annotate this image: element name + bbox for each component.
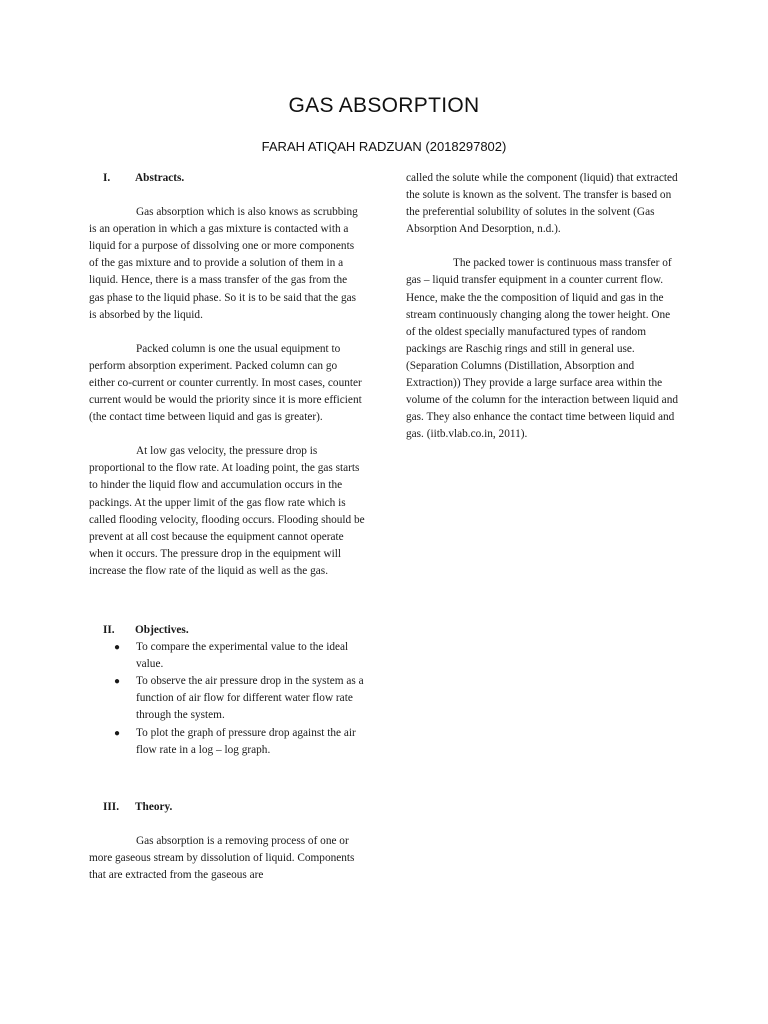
list-item: ● To plot the graph of pressure drop against the air flow rate in a log – log graph. — [114, 726, 356, 756]
bullet-icon: ● — [114, 676, 121, 688]
objectives-list — [89, 639, 365, 759]
left-column — [89, 170, 365, 884]
bullet-icon: ● — [114, 642, 121, 654]
section-heading-objectives — [89, 622, 365, 639]
abstract-paragraph-1: Gas absorption which is also knows as scrubbing is an operation in which a gas mixture is contacted with a liquid for a purpose of dissolving one or more components of the gas mixture and to provide a solution of them in a liquid. Hence, there is a mass transfer of the gas from the gas phase to the liquid phase. So it is to be said that the gas is absorbed by the liquid. — [89, 206, 358, 321]
section-number: II. — [103, 623, 115, 636]
section-title: Theory. — [135, 800, 173, 813]
section-number: I. — [103, 172, 111, 184]
list-item: ● To observe the air pressure drop in the system as a function of air flow for different water flow rate through the system. — [114, 675, 364, 722]
section-number: III. — [103, 800, 120, 813]
section-title: Abstracts. — [135, 172, 185, 184]
abstract-paragraph-3: At low gas velocity, the pressure drop is proportional to the flow rate. At loading point, the gas starts to hinder the liquid flow and accumulation occurs in the packings. At the upper limit of the gas flow rate which is called flooding velocity, flooding occurs. Flooding should be prevent at all cost because the equipment cannot operate when it occurs. The pressure drop in the equipment will increase the flow rate of the liquid as well as the gas. — [89, 445, 365, 577]
abstract-paragraph-2: Packed column is one the usual equipment to perform absorption experiment. Packed column can go either co-current or counter currently. In most cases, counter current would be would the priority since it is more efficient (the contact time between liquid and gas is greater). — [89, 342, 362, 424]
section-heading-abstracts — [89, 170, 365, 187]
section-title: Objectives. — [135, 623, 189, 636]
document-title: GAS ABSORPTION — [288, 94, 480, 117]
bullet-icon: ● — [114, 727, 121, 739]
theory-paragraph-2: The packed tower is continuous mass transfer of gas – liquid transfer equipment in a counter current flow. Hence, make the the composition of liquid and gas in the stream continuously changing along the tower height. One of the oldest specially manufactured types of random packings are Raschig rings and still in general use. (Separation Columns (Distillation, Absorption and Extraction)) They provide a large surface area within the volume of the column for the interaction between liquid and gas. They also enhance the contact time between liquid and gas. (iitb.vlab.co.in, 2011). — [406, 257, 678, 441]
author-line: FARAH ATIQAH RADZUAN (2018297802) — [261, 139, 507, 154]
theory-paragraph-continued: called the solute while the component (liquid) that extracted the solute is known as the solvent. The transfer is based on the preferential solubility of solutes in the solvent (Gas Absorption And Desorption, n.d.). — [406, 172, 678, 236]
section-heading-theory — [89, 799, 365, 816]
right-column — [406, 170, 682, 443]
list-item: ● To compare the experimental value to the ideal value. — [114, 641, 349, 671]
theory-paragraph-1: Gas absorption is a removing process of one or more gaseous stream by dissolution of liquid. Components that are extracted from the gaseous are — [89, 834, 355, 881]
